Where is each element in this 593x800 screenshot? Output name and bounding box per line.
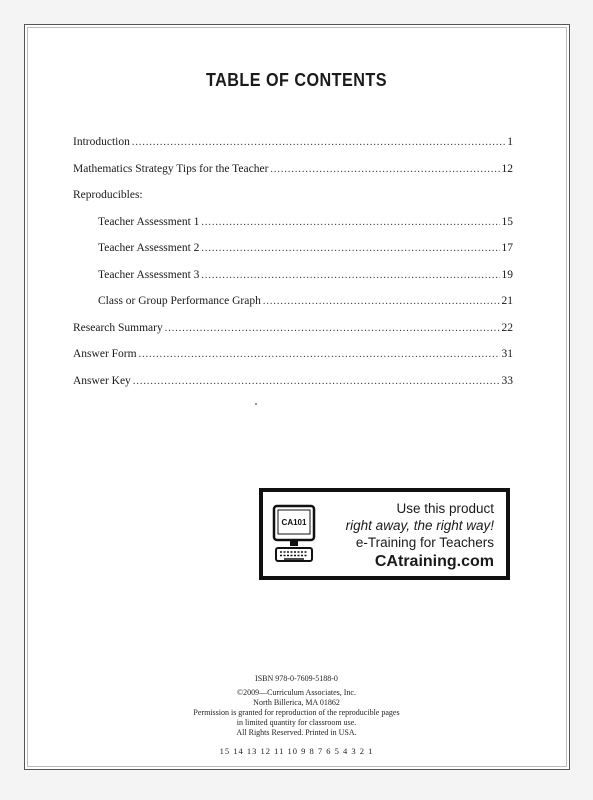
address: North Billerica, MA 01862 bbox=[253, 698, 340, 707]
computer-monitor-icon bbox=[272, 504, 316, 564]
toc-entry-label: Teacher Assessment 2 bbox=[98, 242, 200, 254]
toc-entry[interactable] bbox=[73, 136, 513, 163]
toc-entry-label: Class or Group Performance Graph bbox=[98, 295, 261, 307]
dot-leader bbox=[132, 137, 505, 148]
colophon bbox=[0, 674, 593, 756]
toc-entry-page: 15 bbox=[501, 215, 513, 228]
promo-line-2: right away, the right way! bbox=[345, 518, 494, 533]
toc-entry-page: 33 bbox=[501, 374, 513, 387]
promo-line-3: e-Training for Teachers bbox=[355, 535, 494, 550]
training-promo-box[interactable] bbox=[259, 488, 510, 580]
toc-entry-page: 31 bbox=[501, 348, 513, 360]
copyright: ©2009—Curriculum Associates, Inc. bbox=[237, 688, 356, 697]
dot-leader bbox=[270, 164, 499, 175]
toc-entry-label: Answer Form bbox=[73, 348, 137, 360]
toc-entry[interactable] bbox=[73, 242, 513, 269]
dot-leader bbox=[201, 243, 499, 254]
dot-leader bbox=[165, 323, 500, 334]
toc-entry[interactable] bbox=[73, 375, 513, 402]
print-line: 15 14 13 12 11 10 9 8 7 6 5 4 3 2 1 bbox=[219, 746, 374, 756]
toc-entry-label: Research Summary bbox=[73, 321, 163, 334]
toc-entry-page: 21 bbox=[501, 295, 513, 307]
toc-entry-page: 22 bbox=[501, 321, 513, 334]
toc-entry[interactable] bbox=[73, 189, 513, 216]
toc-entry-page: 17 bbox=[501, 242, 513, 254]
promo-line-1: Use this product bbox=[396, 501, 494, 516]
speck bbox=[255, 403, 257, 405]
rights: All Rights Reserved. Printed in USA. bbox=[236, 728, 357, 737]
toc-entry-label: Teacher Assessment 3 bbox=[98, 268, 200, 281]
toc-entry-page: 19 bbox=[501, 268, 513, 281]
permission-line-1: Permission is granted for reproduction of the reproducible pages bbox=[193, 708, 400, 717]
monitor-label: CA101 bbox=[281, 518, 307, 527]
toc-entry[interactable] bbox=[73, 216, 513, 243]
toc-entry-label: Teacher Assessment 1 bbox=[98, 215, 200, 228]
dot-leader bbox=[139, 349, 500, 360]
toc-entry[interactable] bbox=[73, 348, 513, 375]
toc-entry-label: Answer Key bbox=[73, 374, 131, 387]
isbn: ISBN 978-0-7609-5188-0 bbox=[255, 674, 338, 683]
dot-leader bbox=[133, 376, 500, 387]
toc-entry[interactable] bbox=[73, 295, 513, 322]
toc-entry[interactable] bbox=[73, 322, 513, 349]
page-title: TABLE OF CONTENTS bbox=[205, 70, 388, 90]
toc-entry-label: Reproducibles: bbox=[73, 189, 143, 201]
dot-leader bbox=[201, 270, 499, 281]
toc-entry-page: 1 bbox=[507, 136, 513, 148]
toc-entry[interactable] bbox=[73, 163, 513, 190]
toc-entry[interactable] bbox=[73, 269, 513, 296]
toc-entry-label: Mathematics Strategy Tips for the Teacher bbox=[73, 162, 269, 175]
permission-line-2: in limited quantity for classroom use. bbox=[236, 718, 357, 727]
toc-entry-page: 12 bbox=[501, 162, 513, 175]
dot-leader bbox=[201, 217, 499, 228]
dot-leader bbox=[263, 296, 500, 307]
toc-entry-label: Introduction bbox=[73, 136, 130, 148]
table-of-contents bbox=[73, 136, 513, 401]
promo-url[interactable]: CAtraining.com bbox=[374, 553, 494, 570]
